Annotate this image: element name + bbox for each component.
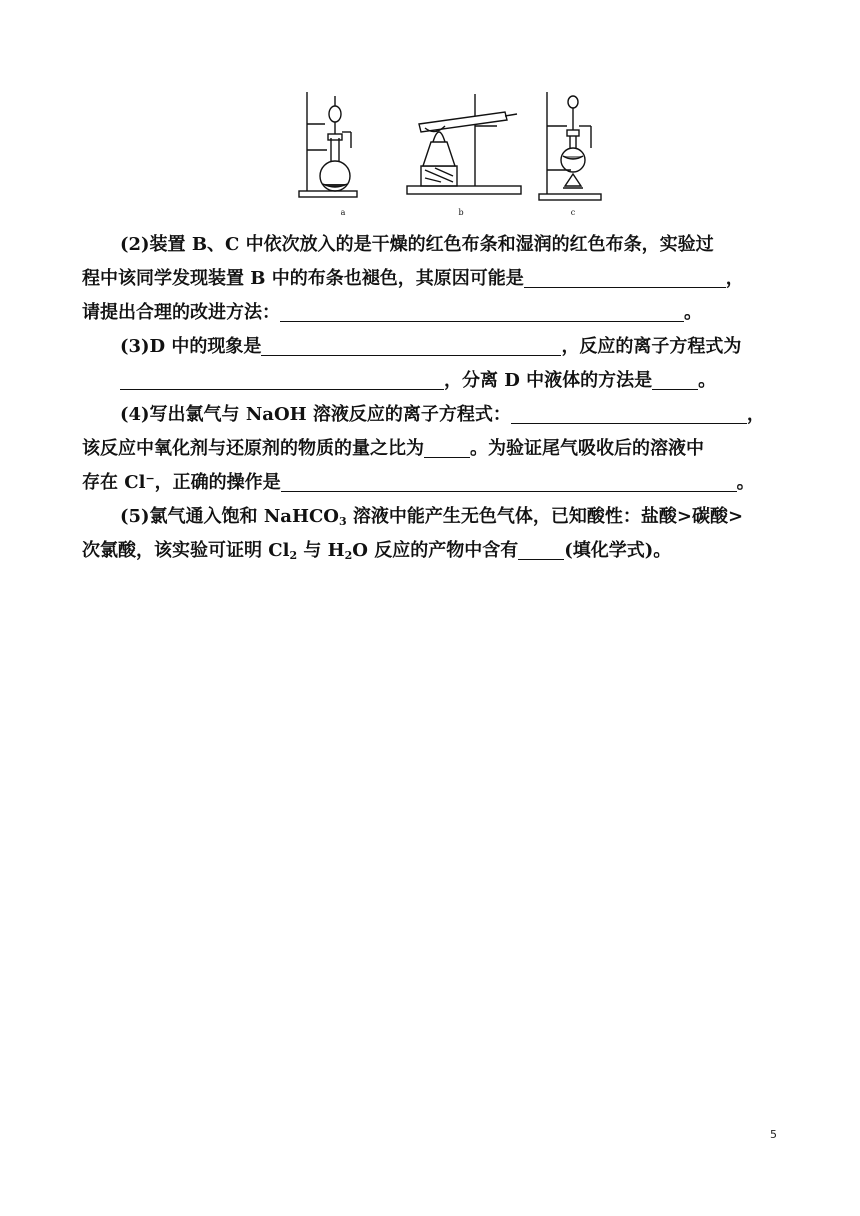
- figure-label-c: c: [570, 208, 576, 217]
- q4-text-3b: ，正确的操作是: [154, 472, 281, 493]
- q3-answer-blank-equation[interactable]: [120, 367, 444, 390]
- q2-line-2: [82, 262, 782, 296]
- q3-text-2b: 。: [698, 370, 717, 391]
- question-body: [82, 228, 782, 568]
- q3-text-1b: ，反应的离子方程式为: [561, 336, 742, 357]
- h2o-subscript: 2: [344, 549, 353, 562]
- page-number: 5: [770, 1128, 777, 1141]
- q2-text-2a: 程中该同学发现装置 B 中的布条也褪色，其原因可能是: [82, 268, 524, 289]
- q4-text-2b: 。为验证尾气吸收后的溶液中: [470, 438, 704, 459]
- q5-text-2c: O 反应的产物中含有: [352, 540, 519, 561]
- q2-text-2b: ，: [725, 268, 744, 289]
- q5-text-1: (5)氯气通入饱和 NaHCO: [120, 506, 339, 527]
- q4-text-1a: (4)写出氯气与 NaOH 溶液反应的离子方程式：: [120, 404, 511, 425]
- q3-text-1a: (3)D 中的现象是: [120, 336, 262, 357]
- apparatus-c-icon: [537, 86, 607, 217]
- apparatus-b-icon: [405, 86, 525, 217]
- q5-text-2a: 次氯酸，该实验可证明 Cl: [82, 540, 290, 561]
- q2-line-1: [82, 228, 782, 262]
- q5-line-2: [82, 534, 782, 568]
- q4-line-2: [82, 432, 782, 466]
- q5-text-2b: 与 H: [297, 540, 345, 561]
- q5-line-1: [82, 500, 782, 534]
- q2-line-3: [82, 296, 782, 330]
- q4-answer-blank-equation[interactable]: [511, 401, 747, 424]
- q4-text-3c: 。: [736, 472, 755, 493]
- q4-answer-blank-operation[interactable]: [281, 469, 737, 492]
- chloride-superscript: −: [145, 472, 155, 485]
- cl2-subscript: 2: [289, 549, 298, 562]
- q5-text-2d: (填化学式)。: [564, 540, 672, 561]
- q4-line-1: [82, 398, 782, 432]
- q4-text-1b: ，: [746, 404, 765, 425]
- q3-answer-blank-phenomenon[interactable]: [261, 333, 561, 356]
- q3-answer-blank-method[interactable]: [652, 367, 698, 390]
- q2-text-3b: 。: [684, 302, 702, 323]
- q2-text-1: (2)装置 B、C 中依次放入的是干燥的红色布条和湿润的红色布条，实验过: [120, 234, 714, 255]
- figure-label-a: a: [340, 208, 346, 217]
- nahco3-subscript: 3: [338, 515, 347, 528]
- q5-text-1b: 溶液中能产生无色气体，已知酸性：盐酸>碳酸>: [346, 506, 744, 527]
- q3-line-2: [82, 364, 782, 398]
- q5-answer-blank-formula[interactable]: [518, 537, 564, 560]
- apparatus-figures: [295, 86, 615, 220]
- q2-answer-blank-improvement[interactable]: [280, 299, 684, 322]
- q2-answer-blank-reason[interactable]: [524, 265, 726, 288]
- q4-line-3: [82, 466, 782, 500]
- q4-answer-blank-ratio[interactable]: [424, 435, 470, 458]
- apparatus-a-icon: [295, 86, 365, 217]
- q2-text-3a: 请提出合理的改进方法：: [82, 302, 280, 323]
- q4-text-2a: 该反应中氧化剂与还原剂的物质的量之比为: [82, 438, 424, 459]
- figure-label-b: b: [458, 208, 464, 217]
- q3-text-2a: ，分离 D 中液体的方法是: [444, 370, 653, 391]
- q3-line-1: [82, 330, 782, 364]
- q4-text-3a: 存在 Cl: [82, 472, 146, 493]
